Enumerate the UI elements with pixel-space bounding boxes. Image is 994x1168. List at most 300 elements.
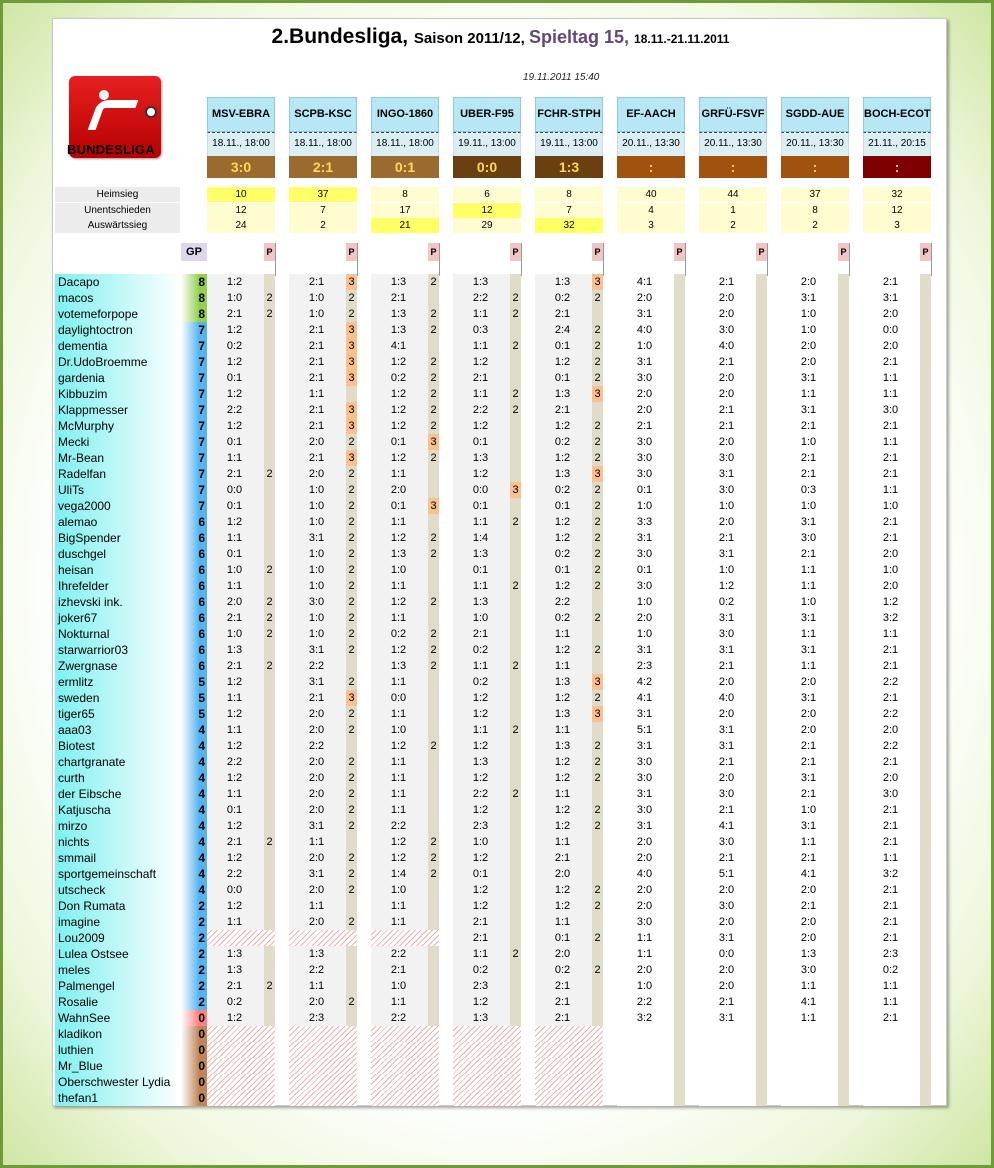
tip-value: 1:0 [390, 980, 407, 992]
player-gp: 0 [181, 1010, 207, 1026]
tip-value: 0:2 [554, 292, 571, 304]
tip-value: 2:1 [718, 276, 735, 288]
tip-value: 1:2 [226, 516, 243, 528]
match-header: MSV-EBRA [207, 97, 275, 132]
tip-value: 2:0 [308, 852, 325, 864]
tip-value: 1:1 [390, 788, 407, 800]
missing-tip [289, 1042, 357, 1058]
tip-value: 3:0 [800, 964, 817, 976]
tip-value: 3:0 [718, 628, 735, 640]
tip-value: 1:0 [800, 596, 817, 608]
points-column-bg [674, 274, 685, 1106]
tip-value: 2:1 [718, 852, 735, 864]
tip-value: 1:1 [390, 468, 407, 480]
player-gp: 4 [181, 866, 207, 882]
match-header: FCHR-STPH [535, 97, 603, 132]
title-dates: 18.11.-21.11.2011 [634, 32, 730, 46]
tip-points: 2 [512, 292, 519, 304]
tip-value: 4:0 [636, 324, 653, 336]
tip-value: 1:2 [472, 692, 489, 704]
tip-value: 2:1 [554, 308, 571, 320]
tip-value: 2:0 [882, 308, 899, 320]
tip-value: 0:2 [226, 996, 243, 1008]
tip-value: 2:2 [390, 1012, 407, 1024]
tip-value: 2:1 [472, 916, 489, 928]
tip-value: 2:0 [718, 388, 735, 400]
tip-value: 3:1 [718, 1012, 735, 1024]
player-name: McMurphy [55, 418, 182, 434]
missing-tip [371, 1090, 439, 1106]
player-name: aaa03 [55, 722, 182, 738]
tip-points: 2 [430, 852, 437, 864]
tip-value: 3:0 [636, 452, 653, 464]
missing-tip [371, 1042, 439, 1058]
tip-value: 1:2 [554, 820, 571, 832]
tip-value: 3:0 [636, 548, 653, 560]
tip-points: 2 [594, 532, 601, 544]
tip-value: 2:0 [718, 964, 735, 976]
points-header: P [346, 243, 357, 261]
tip-value: 2:2 [472, 404, 489, 416]
tip-value: 1:2 [226, 420, 243, 432]
tip-value: 3:1 [882, 292, 899, 304]
tip-value: 1:2 [718, 580, 735, 592]
tip-value: 1:2 [226, 388, 243, 400]
tip-value: 2:1 [882, 1012, 899, 1024]
match-result: 2:1 [289, 156, 357, 178]
tip-value: 0:0 [226, 484, 243, 496]
player-name: Ihrefelder [55, 578, 182, 594]
tip-points: 3 [346, 274, 357, 290]
tip-value: 1:1 [390, 900, 407, 912]
tip-value: 2:3 [308, 1012, 325, 1024]
tip-value: 2:0 [718, 884, 735, 896]
tip-value: 1:3 [472, 452, 489, 464]
tip-value: 2:0 [636, 900, 653, 912]
tip-value: 2:1 [882, 836, 899, 848]
tip-points: 2 [348, 804, 355, 816]
tip-value: 2:1 [718, 404, 735, 416]
stat-value: 2 [699, 218, 767, 233]
tip-value: 0:1 [472, 868, 489, 880]
player-gp: 4 [181, 770, 207, 786]
tip-points: 2 [512, 404, 519, 416]
player-gp: 4 [181, 754, 207, 770]
tip-value: 1:1 [472, 388, 489, 400]
tip-value: 4:1 [636, 276, 653, 288]
tip-value: 1:2 [390, 388, 407, 400]
tip-points: 2 [594, 900, 601, 912]
tip-points: 2 [348, 996, 355, 1008]
tip-value: 2:1 [226, 612, 243, 624]
tip-value: 2:1 [390, 292, 407, 304]
tip-value: 0:3 [472, 324, 489, 336]
tip-value: 2:3 [882, 948, 899, 960]
tip-value: 2:2 [390, 820, 407, 832]
tip-points: 2 [266, 564, 273, 576]
tip-value: 3:0 [308, 596, 325, 608]
tip-value: 2:0 [800, 932, 817, 944]
update-timestamp: 19.11.2011 15:40 [523, 72, 600, 83]
tip-value: 2:0 [718, 916, 735, 928]
tip-value: 1:1 [390, 772, 407, 784]
tip-value: 3:1 [800, 516, 817, 528]
tip-value: 2:0 [718, 708, 735, 720]
tip-value: 1:1 [390, 804, 407, 816]
tip-value: 2:1 [800, 900, 817, 912]
player-name: izhevski ink. [55, 594, 182, 610]
stat-value: 32 [863, 187, 931, 202]
tip-value: 1:2 [472, 804, 489, 816]
tip-value: 3:1 [636, 708, 653, 720]
tip-value: 2:2 [554, 596, 571, 608]
tip-value: 2:0 [308, 788, 325, 800]
tip-points: 2 [266, 612, 273, 624]
tip-value: 1:1 [882, 980, 899, 992]
tip-points: 2 [430, 308, 437, 320]
tip-points: 2 [348, 820, 355, 832]
logo-wordmark: BUNDESLIGA [67, 142, 155, 157]
tip-value: 2:0 [882, 724, 899, 736]
tip-points: 2 [512, 724, 519, 736]
tip-points: 2 [266, 308, 273, 320]
tip-value: 1:1 [554, 628, 571, 640]
tip-value: 3:0 [636, 436, 653, 448]
tip-value: 2:0 [882, 340, 899, 352]
player-gp: 2 [181, 962, 207, 978]
player-gp: 4 [181, 738, 207, 754]
match-header: INGO-1860 [371, 97, 439, 132]
tip-value: 1:0 [472, 836, 489, 848]
tip-value: 3:1 [718, 644, 735, 656]
player-name: der Eibsche [55, 786, 182, 802]
tip-value: 1:3 [390, 276, 407, 288]
tip-points: 2 [348, 436, 355, 448]
tip-value: 3:0 [718, 836, 735, 848]
stat-value: 3 [863, 218, 931, 233]
tip-value: 1:2 [554, 884, 571, 896]
tip-value: 2:1 [882, 916, 899, 928]
tip-value: 1:1 [636, 948, 653, 960]
tip-value: 2:1 [882, 804, 899, 816]
tip-value: 1:3 [226, 948, 243, 960]
tip-value: 3:1 [308, 868, 325, 880]
match-date: 18.11., 18:00 [371, 132, 439, 156]
tip-value: 2:1 [800, 548, 817, 560]
tip-value: 0:2 [554, 964, 571, 976]
tip-value: 1:0 [800, 324, 817, 336]
stat-value: 37 [781, 187, 849, 202]
tip-points: 3 [346, 418, 357, 434]
player-name: gardenia [55, 370, 182, 386]
player-name: dementia [55, 338, 182, 354]
tip-points: 3 [592, 274, 603, 290]
tip-value: 2:0 [718, 980, 735, 992]
tip-value: 2:2 [390, 948, 407, 960]
tip-value: 1:1 [882, 388, 899, 400]
tip-value: 0:1 [472, 564, 489, 576]
tip-points: 2 [594, 500, 601, 512]
player-name: macos [55, 290, 182, 306]
missing-tip [289, 1074, 357, 1090]
match-result: 1:3 [535, 156, 603, 178]
tip-value: 2:2 [308, 740, 325, 752]
tip-points: 3 [428, 498, 439, 514]
tip-value: 1:3 [472, 1012, 489, 1024]
tip-value: 2:0 [226, 596, 243, 608]
gp-header: GP [181, 243, 207, 261]
tip-value: 1:1 [800, 980, 817, 992]
stat-value: 8 [781, 203, 849, 218]
title-league: 2.Bundesliga [271, 25, 403, 48]
missing-tip [371, 1058, 439, 1074]
tip-value: 3:1 [718, 612, 735, 624]
stat-value: 1 [699, 203, 767, 218]
tip-value: 2:1 [800, 756, 817, 768]
tip-value: 1:0 [390, 564, 407, 576]
tip-value: 2:1 [308, 452, 325, 464]
tip-value: 2:1 [882, 532, 899, 544]
tip-value: 1:2 [554, 692, 571, 704]
tip-value: 2:0 [308, 468, 325, 480]
tip-value: 1:3 [390, 308, 407, 320]
tip-value: 0:2 [554, 436, 571, 448]
player-name: Lou2009 [55, 930, 182, 946]
match-date: 18.11., 18:00 [207, 132, 275, 156]
tip-value: 3:1 [636, 820, 653, 832]
tip-value: 1:1 [882, 372, 899, 384]
player-gp: 4 [181, 834, 207, 850]
tip-value: 1:3 [554, 276, 571, 288]
stat-value: 2 [781, 218, 849, 233]
tip-points: 2 [594, 884, 601, 896]
tip-points: 3 [346, 322, 357, 338]
missing-tip [207, 1058, 275, 1074]
tip-value: 2:0 [800, 356, 817, 368]
tip-value: 0:1 [636, 484, 653, 496]
tip-points: 2 [594, 292, 601, 304]
tip-value: 2:0 [390, 484, 407, 496]
missing-tip [453, 1090, 521, 1106]
tip-value: 1:1 [226, 692, 243, 704]
tip-value: 0:1 [226, 804, 243, 816]
tip-points: 2 [430, 452, 437, 464]
tip-value: 2:1 [718, 356, 735, 368]
tip-value: 1:1 [554, 836, 571, 848]
player-gp: 4 [181, 882, 207, 898]
tip-value: 1:2 [554, 356, 571, 368]
tip-value: 2:2 [882, 708, 899, 720]
tip-points: 2 [266, 292, 273, 304]
tip-points: 3 [428, 434, 439, 450]
tip-points: 2 [594, 484, 601, 496]
tip-value: 1:2 [390, 452, 407, 464]
tip-value: 0:1 [472, 500, 489, 512]
player-name: Mecki [55, 434, 182, 450]
player-name: Palmengel [55, 978, 182, 994]
tip-value: 1:1 [472, 948, 489, 960]
tip-points: 2 [594, 548, 601, 560]
tip-value: 1:3 [554, 388, 571, 400]
tip-value: 2:0 [882, 580, 899, 592]
tip-value: 1:2 [226, 740, 243, 752]
tip-value: 1:1 [882, 484, 899, 496]
tip-value: 1:0 [472, 612, 489, 624]
tip-value: 0:1 [636, 564, 653, 576]
tip-value: 1:0 [800, 308, 817, 320]
points-header: P [674, 243, 685, 261]
tip-value: 3:0 [718, 452, 735, 464]
tip-points: 2 [430, 420, 437, 432]
player-name: heisan [55, 562, 182, 578]
tip-value: 2:1 [882, 420, 899, 432]
missing-tip [453, 1026, 521, 1042]
tip-points: 2 [348, 484, 355, 496]
tip-value: 2:0 [308, 772, 325, 784]
tip-value: 1:0 [308, 580, 325, 592]
tip-points: 2 [430, 628, 437, 640]
column-divider [603, 243, 604, 276]
player-gp: 4 [181, 818, 207, 834]
tip-value: 2:0 [636, 884, 653, 896]
tip-value: 3:1 [718, 548, 735, 560]
tip-value: 0:0 [390, 692, 407, 704]
tip-value: 0:0 [718, 948, 735, 960]
stat-label-away: Auswärtssieg [55, 218, 180, 233]
tip-value: 1:3 [472, 276, 489, 288]
tip-value: 1:3 [800, 948, 817, 960]
tip-points: 2 [594, 340, 601, 352]
tip-value: 2:0 [800, 340, 817, 352]
player-name: Dr.UdoBroemme [55, 354, 182, 370]
tip-value: 3:3 [636, 516, 653, 528]
tip-value: 3:1 [718, 724, 735, 736]
player-gp: 6 [181, 658, 207, 674]
tip-value: 1:2 [554, 644, 571, 656]
tip-value: 1:1 [226, 916, 243, 928]
tip-points: 2 [266, 628, 273, 640]
player-name: kladikon [55, 1026, 182, 1042]
tip-value: 1:2 [472, 708, 489, 720]
tip-value: 1:2 [390, 532, 407, 544]
player-gp: 2 [181, 994, 207, 1010]
player-gp: 2 [181, 898, 207, 914]
column-divider [521, 243, 522, 276]
tip-points: 2 [430, 596, 437, 608]
tip-value: 1:1 [226, 788, 243, 800]
tip-value: 0:1 [226, 372, 243, 384]
tip-value: 0:3 [800, 484, 817, 496]
player-name: sweden [55, 690, 182, 706]
tip-value: 4:1 [390, 340, 407, 352]
tip-value: 2:1 [882, 820, 899, 832]
tip-value: 1:3 [390, 324, 407, 336]
missing-tip [535, 1026, 603, 1042]
player-name: vega2000 [55, 498, 182, 514]
tip-value: 1:0 [308, 292, 325, 304]
stat-value: 37 [289, 187, 357, 202]
tip-value: 2:0 [554, 868, 571, 880]
tip-value: 4:0 [718, 692, 735, 704]
missing-tip [371, 930, 439, 946]
stat-value: 32 [535, 218, 603, 233]
tip-value: 1:2 [554, 516, 571, 528]
tip-value: 1:2 [390, 404, 407, 416]
tip-value: 3:2 [882, 612, 899, 624]
player-gp: 5 [181, 706, 207, 722]
tip-value: 1:4 [472, 532, 489, 544]
tip-value: 1:2 [472, 996, 489, 1008]
missing-tip [289, 1058, 357, 1074]
tip-points: 2 [512, 948, 519, 960]
stat-value: 8 [535, 187, 603, 202]
tip-value: 1:3 [226, 644, 243, 656]
player-name: WahnSee [55, 1010, 182, 1026]
tip-value: 1:2 [390, 420, 407, 432]
tip-points: 2 [430, 868, 437, 880]
tip-value: 1:1 [390, 580, 407, 592]
player-gp: 6 [181, 530, 207, 546]
tip-points: 2 [430, 836, 437, 848]
stat-value: 7 [535, 203, 603, 218]
tip-value: 1:2 [226, 676, 243, 688]
tip-value: 3:1 [800, 772, 817, 784]
tip-value: 1:2 [554, 580, 571, 592]
tip-value: 1:1 [472, 516, 489, 528]
tip-points: 2 [512, 308, 519, 320]
tip-value: 2:1 [800, 452, 817, 464]
player-gp: 5 [181, 674, 207, 690]
tip-value: 1:1 [800, 580, 817, 592]
player-gp: 7 [181, 386, 207, 402]
tip-value: 1:1 [882, 436, 899, 448]
tip-points: 2 [266, 596, 273, 608]
tip-points: 2 [348, 564, 355, 576]
stat-label-home: Heimsieg [55, 187, 180, 202]
tip-value: 1:0 [718, 500, 735, 512]
stat-value: 44 [699, 187, 767, 202]
tip-value: 1:2 [226, 820, 243, 832]
tip-value: 1:0 [308, 516, 325, 528]
player-gp: 6 [181, 642, 207, 658]
tip-value: 2:1 [800, 852, 817, 864]
tip-value: 1:2 [390, 356, 407, 368]
tip-value: 3:1 [800, 292, 817, 304]
player-name: Mr_Blue [55, 1058, 182, 1074]
player-name: Kibbuzim [55, 386, 182, 402]
match-header: BOCH-ECOT [863, 97, 931, 132]
tip-value: 0:2 [226, 340, 243, 352]
tip-points: 2 [594, 740, 601, 752]
points-header: P [510, 243, 521, 261]
tip-points: 2 [348, 532, 355, 544]
player-gp: 2 [181, 946, 207, 962]
points-column-bg [920, 274, 931, 1106]
missing-tip [207, 1026, 275, 1042]
tip-value: 1:0 [226, 564, 243, 576]
tip-value: 1:2 [226, 900, 243, 912]
player-name: Don Rumata [55, 898, 182, 914]
tip-points: 3 [346, 690, 357, 706]
player-gp: 6 [181, 610, 207, 626]
missing-tip [453, 1074, 521, 1090]
tip-value: 3:1 [718, 468, 735, 480]
tip-value: 2:0 [718, 292, 735, 304]
tip-value: 1:0 [800, 436, 817, 448]
points-column-bg [838, 274, 849, 1106]
tip-value: 3:1 [636, 740, 653, 752]
tip-value: 1:1 [472, 724, 489, 736]
